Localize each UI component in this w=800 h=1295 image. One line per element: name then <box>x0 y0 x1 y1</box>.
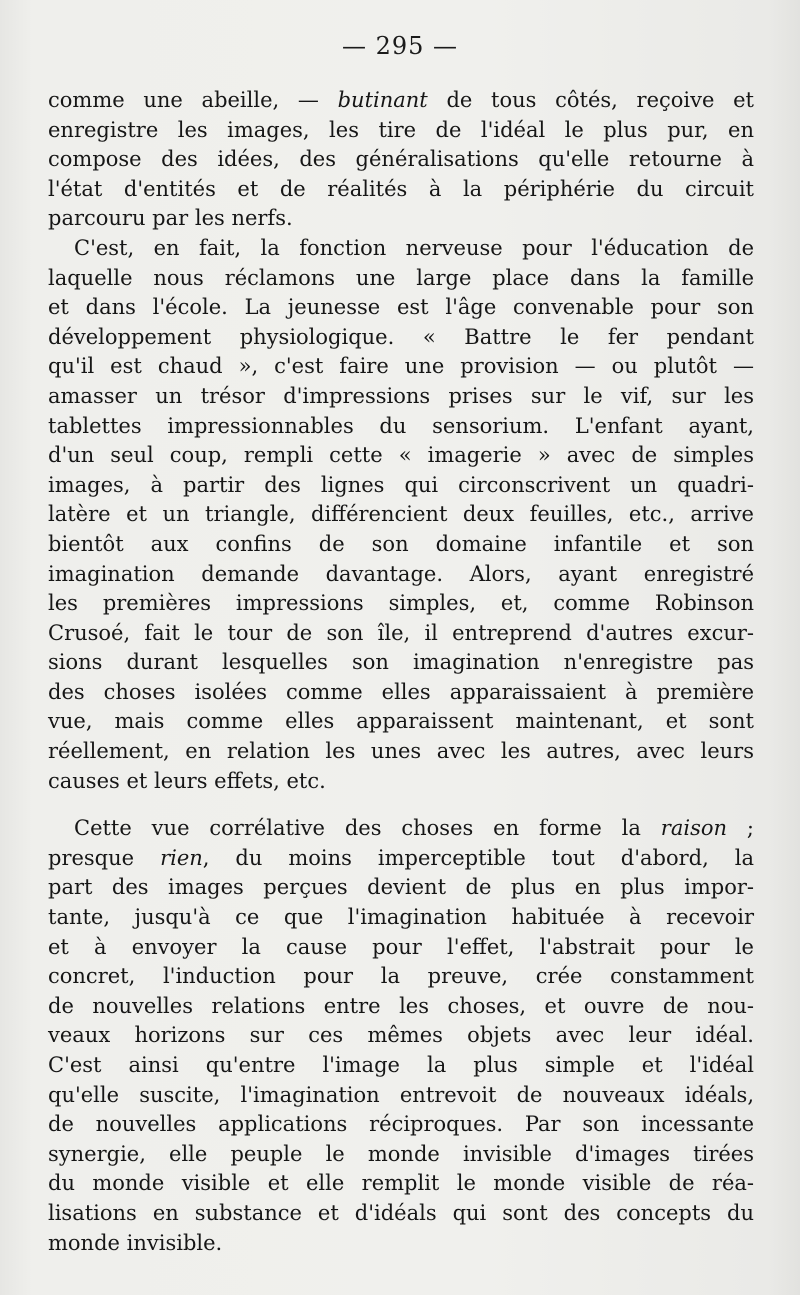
emphasis: butinant <box>337 88 428 112</box>
text-line: d'un seul coup, rempli cette « imagerie » avec de simples <box>48 443 754 468</box>
text-line: réellement, en relation les unes avec les autres, avec leurs <box>48 739 754 764</box>
text-line: enregistre les images, les tire de l'idéal le plus pur, en <box>48 117 754 142</box>
emphasis: raison <box>660 816 728 841</box>
paragraph <box>48 234 754 796</box>
text-line: des choses isolées comme elles apparaissaient à première <box>48 679 754 704</box>
text-line: de nouvelles relations entre les choses, et ouvre de nou- <box>48 993 754 1018</box>
text-line: tante, jusqu'à ce que l'imagination habituée à recevoir <box>48 905 754 930</box>
text-line: part des images perçues devient de plus en plus impor- <box>48 875 754 900</box>
body-text <box>48 86 754 1258</box>
text-line: du monde visible et elle remplit le monde visible de réa- <box>48 1171 754 1196</box>
text-line: développement physiologique. « Battre le fer pendant <box>48 324 754 349</box>
text-line: imagination demande davantage. Alors, ayant enregistré <box>48 561 754 586</box>
text-line: parcouru par les nerfs. <box>48 206 293 231</box>
text-line: bientôt aux confins de son domaine infantile et son <box>48 531 754 556</box>
text-line: comme une abeille, — butinant de tous côtés, reçoive et <box>48 88 754 112</box>
text-line: de nouvelles applications réciproques. Par son incessante <box>48 1112 754 1137</box>
text-line: presque rien, du moins imperceptible tout d'abord, la <box>48 845 754 870</box>
paragraph <box>48 86 754 234</box>
text-line: monde invisible. <box>48 1230 223 1255</box>
text-line: Cette vue corrélative des choses en forme la raison ; <box>74 816 754 841</box>
text-line: qu'il est chaud », c'est faire une provision — ou plutôt — <box>48 354 754 379</box>
text-line: sions durant lesquelles son imagination n'enregistre pas <box>48 650 754 675</box>
text-line: les premières impressions simples, et, comme Robinson <box>48 591 754 616</box>
text-line: et à envoyer la cause pour l'effet, l'abstrait pour le <box>48 934 754 959</box>
text-line: images, à partir des lignes qui circonscrivent un quadri- <box>48 472 754 497</box>
page-number: — 295 — <box>341 32 459 60</box>
text-line: tablettes impressionnables du sensorium. L'enfant ayant, <box>48 413 754 438</box>
text-line: qu'elle suscite, l'imagination entrevoit de nouveaux idéals, <box>48 1082 754 1107</box>
text-line: lisations en substance et d'idéals qui sont des concepts du <box>48 1200 754 1225</box>
text-line: et dans l'école. La jeunesse est l'âge convenable pour son <box>48 295 754 320</box>
paragraph <box>48 814 754 1258</box>
text-line: concret, l'induction pour la preuve, crée constamment <box>48 964 754 989</box>
text-line: causes et leurs effets, etc. <box>48 768 326 793</box>
text-line: veaux horizons sur ces mêmes objets avec leur idéal. <box>48 1023 754 1048</box>
text-line: C'est ainsi qu'entre l'image la plus simple et l'idéal <box>48 1053 754 1077</box>
text-line: vue, mais comme elles apparaissent maintenant, et sont <box>48 709 754 734</box>
text-line: l'état d'entités et de réalités à la périphérie du circuit <box>48 176 754 201</box>
emphasis: rien <box>160 845 203 870</box>
text-line: synergie, elle peuple le monde invisible d'images tirées <box>48 1141 754 1166</box>
text-line: laquelle nous réclamons une large place dans la famille <box>48 265 754 290</box>
text-line: amasser un trésor d'impressions prises sur le vif, sur les <box>48 383 754 408</box>
text-line: C'est, en fait, la fonction nerveuse pour l'éducation de <box>74 235 754 260</box>
text-line: latère et un triangle, différencient deux feuilles, etc., arrive <box>48 502 754 527</box>
text-line: compose des idées, des généralisations qu'elle retourne à <box>48 147 754 172</box>
text-line: Crusoé, fait le tour de son île, il entreprend d'autres excur- <box>48 620 754 645</box>
